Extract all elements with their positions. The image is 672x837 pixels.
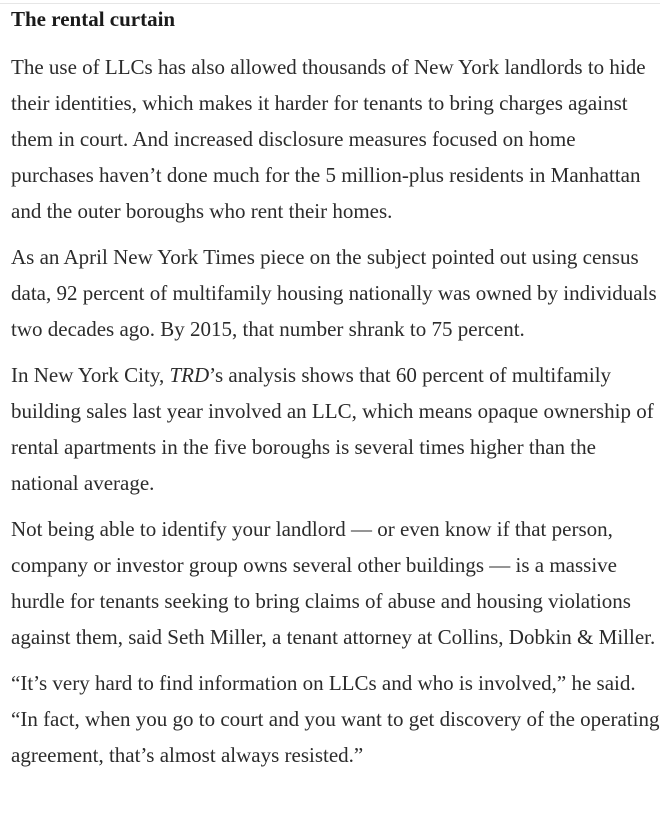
paragraph-trd-before: In New York City, (11, 363, 170, 387)
paragraph-trd-after: ’s analysis shows that 60 percent of multifamily building sales last year involved an LLC, which means opaque ownership of rental apartments in the five boroughs is several times higher than the national average. (11, 363, 654, 495)
article-body (11, 3, 663, 773)
paragraph-quote: “It’s very hard to find information on LLCs and who is involved,” he said. “In fact, when you go to court and you want to get discovery of the operating agreement, that’s almost always resisted.” (11, 671, 660, 767)
section-heading: The rental curtain (11, 7, 176, 31)
paragraph-llc-landlords: The use of LLCs has also allowed thousands of New York landlords to hide their identities, which makes it harder for tenants to bring charges against them in court. And increased disclosure measures focused on home purchases haven’t done much for the 5 million-plus residents in Manhattan and the outer boroughs who rent their homes. (11, 55, 646, 223)
paragraph-nyt-census: As an April New York Times piece on the subject pointed out using census data, 92 percent of multifamily housing nationally was owned by individuals two decades ago. By 2015, that number shrank to 75 percent. (11, 245, 657, 341)
paragraph-trd-analysis (11, 357, 663, 501)
paragraph-tenant-hurdle: Not being able to identify your landlord — or even know if that person, company or investor group owns several other buildings — is a massive hurdle for tenants seeking to bring claims of abuse and housing violations against them, said Seth Miller, a tenant attorney at Collins, Dobkin & Miller. (11, 517, 656, 649)
publication-name: TRD (169, 363, 210, 387)
